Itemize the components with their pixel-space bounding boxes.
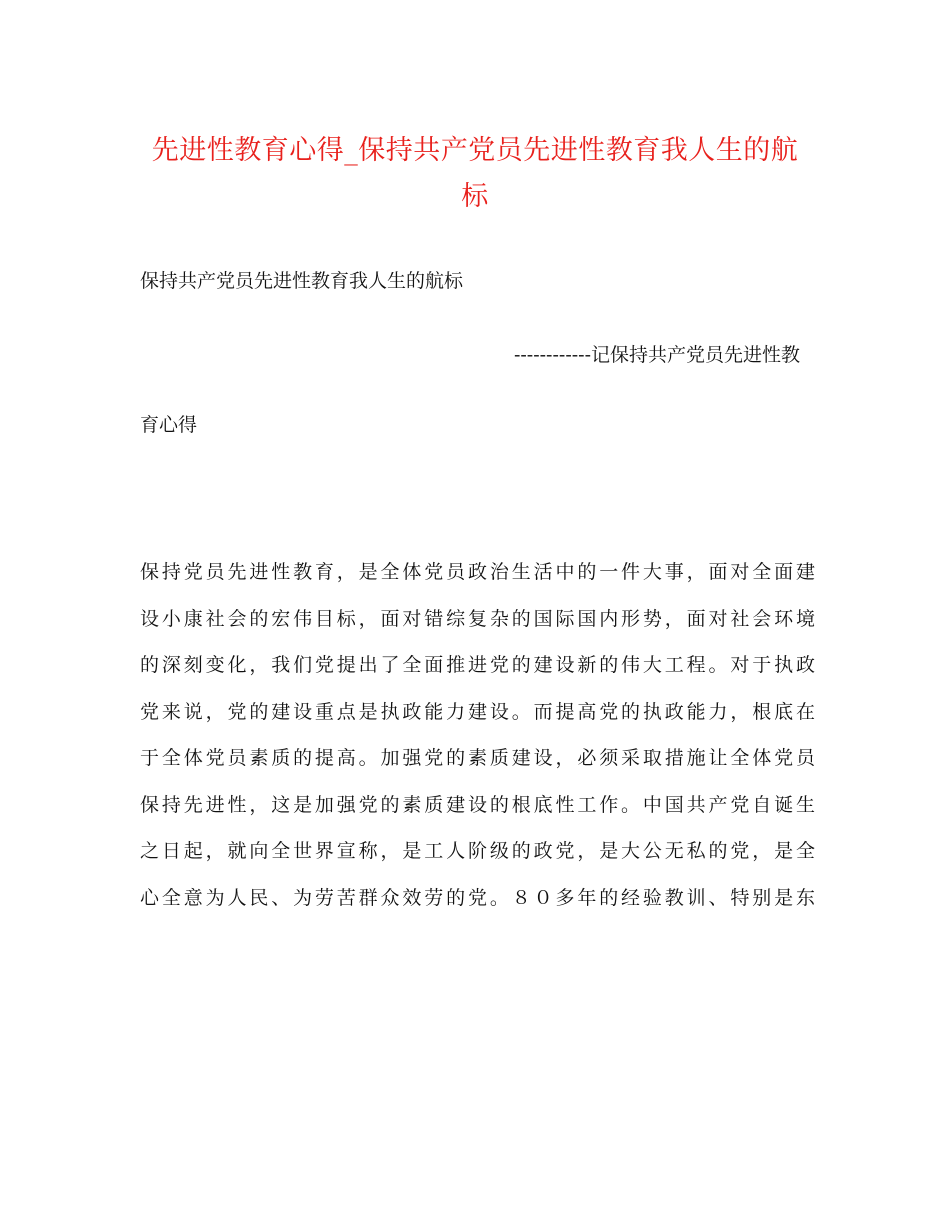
document-subtitle: 保持共产党员先进性教育我人生的航标 [140, 270, 464, 292]
document-byline-continuation: 育心得 [140, 414, 198, 436]
title-line-2: 标 [461, 181, 489, 212]
body-line: 保持党员先进性教育，是全体党员政治生活中的一件大事，面对全面建 [140, 561, 815, 583]
document-byline: ------------记保持共产党员先进性教 [513, 344, 800, 366]
body-line: 之日起，就向全世界宣称，是工人阶级的政党，是大公无私的党，是全 [140, 840, 815, 862]
body-line: 保持先进性，这是加强党的素质建设的根底性工作。中国共产党自诞生 [140, 793, 815, 816]
body-line: 党来说，党的建设重点是执政能力建设。而提高党的执政能力，根底在 [140, 700, 815, 723]
body-line: 于全体党员素质的提高。加强党的素质建设，必须采取措施让全体党员 [140, 747, 815, 769]
document-body [140, 557, 815, 929]
body-line: 的深刻变化，我们党提出了全面推进党的建设新的伟大工程。对于执政 [140, 654, 815, 676]
body-line: 设小康社会的宏伟目标，面对错综复杂的国际国内形势，面对社会环境 [140, 607, 815, 630]
body-line: 心全意为人民、为劳苦群众效劳的党。８０多年的经验教训、特别是东 [140, 886, 815, 909]
title-line-1: 先进性教育心得_保持共产党员先进性教育我人生的航 [151, 135, 799, 166]
document-title [130, 128, 820, 220]
